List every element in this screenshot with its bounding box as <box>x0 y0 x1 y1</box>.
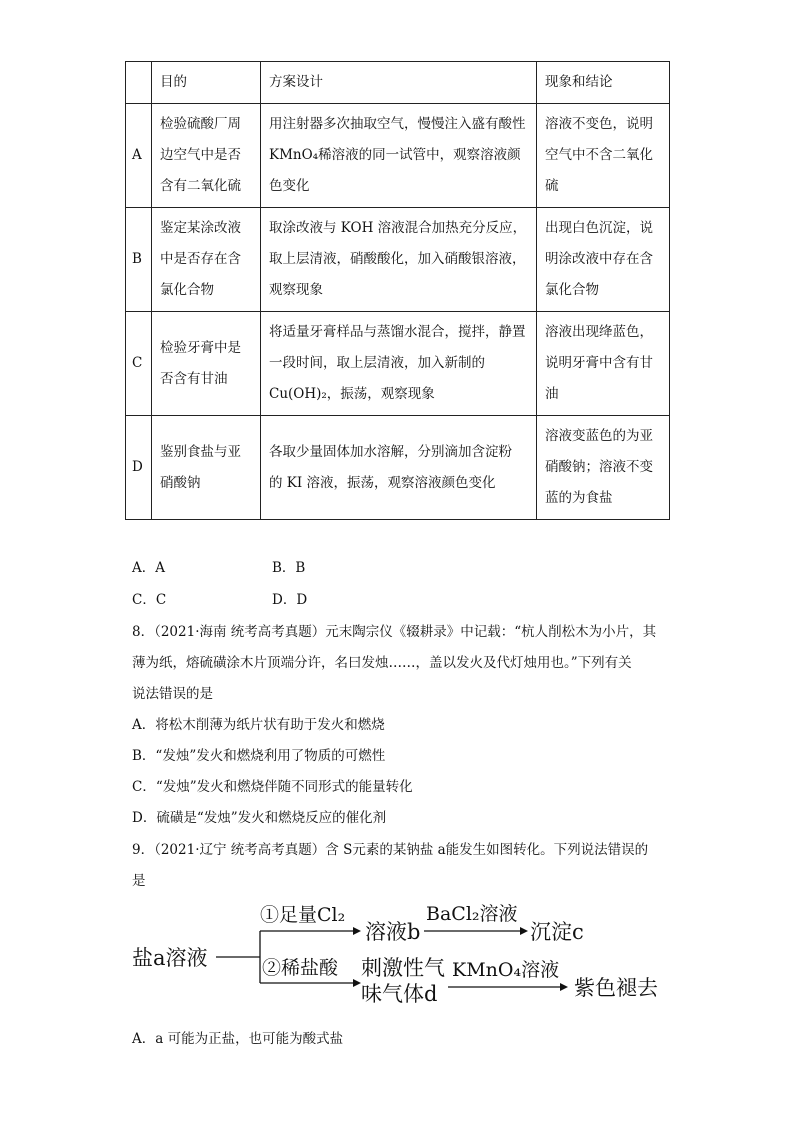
q8-option-d[interactable]: D．硫磺是“发烛”发火和燃烧反应的催化剂 <box>132 810 387 826</box>
purpose-cell <box>152 208 261 312</box>
arrow-head-icon <box>560 983 568 991</box>
purpose-cell <box>152 416 261 520</box>
cell-line: 油 <box>545 386 559 402</box>
q8-stem-line: 薄为纸，熔硫磺涂木片顶端分许，名曰发烛……，盖以发火及代灯烛用也。”下列有关 <box>132 655 632 671</box>
result-cell <box>537 416 670 520</box>
cell-line: 明涂改液中存在含 <box>545 251 653 267</box>
row-label: A <box>126 104 152 208</box>
cell-line: 溶液变蓝色的为亚 <box>545 428 653 444</box>
q8-option-c[interactable]: C．“发烛”发火和燃烧伴随不同形式的能量转化 <box>132 779 413 795</box>
upper-reagent: ①足量Cl₂ <box>260 904 346 926</box>
cell-line: 中是否存在含 <box>160 251 241 267</box>
q9-option-a[interactable]: A．a 可能为正盐，也可能为酸式盐 <box>132 1031 344 1047</box>
gas-line-1: 刺激性气 <box>361 956 445 980</box>
design-cell <box>261 104 537 208</box>
cell-line: 鉴定某涂改液 <box>160 220 241 236</box>
final-observation: 紫色褪去 <box>574 976 658 1000</box>
cell-line: 含有二氧化硫 <box>160 178 241 194</box>
header-result: 现象和结论 <box>537 62 670 104</box>
row-label: D <box>126 416 152 520</box>
cell-line: 检验硫酸厂周 <box>160 116 241 132</box>
cell-line: KMnO₄稀溶液的同一试管中，观察溶液颜 <box>269 147 521 163</box>
cell-line: 的 KI 溶液，振荡，观察溶液颜色变化 <box>269 474 496 491</box>
q7-option-c[interactable]: C．C <box>132 592 167 608</box>
cell-line: 否含有甘油 <box>160 370 228 387</box>
header-design: 方案设计 <box>261 62 537 104</box>
table-row <box>126 208 670 312</box>
q8-stem-line: 8．（2021·海南 统考高考真题）元末陶宗仪《辍耕录》中记载：“杭人削松木为小片，其 <box>132 624 657 640</box>
cell-line: 一段时间，取上层清液，加入新制的 <box>269 355 485 371</box>
gas-line-2: 味气体d <box>361 982 438 1006</box>
experiment-table <box>125 61 670 520</box>
design-cell <box>261 416 537 520</box>
cell-line: 硫 <box>545 178 559 194</box>
cell-line: 边空气中是否 <box>160 147 241 163</box>
q8-option-b[interactable]: B．“发烛”发火和燃烧利用了物质的可燃性 <box>132 748 386 764</box>
cell-line: 氯化合物 <box>160 282 214 298</box>
arrow-head-icon <box>520 927 528 935</box>
design-cell <box>261 312 537 416</box>
table-row <box>126 416 670 520</box>
cell-line: 观察现象 <box>269 282 323 298</box>
row-label: C <box>126 312 152 416</box>
cell-line: 鉴别食盐与亚 <box>160 443 241 460</box>
cell-line: 将适量牙膏样品与蒸馏水混合，搅拌，静置 <box>269 324 526 340</box>
q7-option-d[interactable]: D．D <box>272 592 308 608</box>
upper-product: 溶液b <box>365 920 421 944</box>
conversion-diagram <box>128 895 678 1020</box>
design-cell <box>261 208 537 312</box>
arrow-head-icon <box>353 927 361 935</box>
header-purpose: 目的 <box>152 62 261 104</box>
cell-line: 各取少量固体加水溶解，分别滴加含淀粉 <box>269 443 512 460</box>
lower-reagent: ②稀盐酸 <box>262 957 339 979</box>
kmno4-reagent: KMnO₄溶液 <box>452 959 560 981</box>
cell-line: 出现白色沉淀，说 <box>545 220 653 236</box>
cell-line: 检验牙膏中是 <box>160 339 241 356</box>
q7-option-b[interactable]: B．B <box>272 560 306 576</box>
cell-line: 色变化 <box>269 178 310 194</box>
cell-line: 取上层清液，硝酸酸化，加入硝酸银溶液， <box>269 251 526 267</box>
q9-stem-line: 9．（2021·辽宁 统考高考真题）含 S元素的某钠盐 a能发生如图转化。下列说法错误的 <box>132 842 649 858</box>
q9-stem-line: 是 <box>132 873 146 889</box>
purpose-cell <box>152 312 261 416</box>
q8-stem-line: 说法错误的是 <box>132 686 213 702</box>
q8-option-a[interactable]: A．将松木削薄为纸片状有助于发火和燃烧 <box>132 717 385 733</box>
cell-line: 取涂改液与 KOH 溶液混合加热充分反应， <box>269 220 527 236</box>
start-solution: 盐a溶液 <box>132 946 208 970</box>
arrow-head-icon <box>353 979 361 987</box>
table-header-row <box>126 62 670 104</box>
cell-line: 说明牙膏中含有甘 <box>545 355 653 371</box>
row-label: B <box>126 208 152 312</box>
purpose-cell <box>152 104 261 208</box>
cell-line: Cu(OH)₂，振荡，观察现象 <box>269 386 435 402</box>
cell-line: 硝酸钠 <box>160 474 201 491</box>
cell-line: 蓝的为食盐 <box>545 490 613 506</box>
cell-line: 空气中不含二氧化 <box>545 147 653 163</box>
cell-line: 溶液出现绛蓝色， <box>545 324 653 340</box>
result-cell <box>537 312 670 416</box>
cell-line: 用注射器多次抽取空气，慢慢注入盛有酸性 <box>269 116 526 132</box>
q7-option-a[interactable]: A．A <box>132 560 165 576</box>
cell-line: 硝酸钠；溶液不变 <box>545 459 653 475</box>
table-row <box>126 312 670 416</box>
header-label-cell <box>126 62 152 104</box>
precipitate: 沉淀c <box>530 920 584 944</box>
result-cell <box>537 208 670 312</box>
bacl2-reagent: BaCl₂溶液 <box>426 903 518 925</box>
table-row <box>126 104 670 208</box>
cell-line: 氯化合物 <box>545 282 599 298</box>
result-cell <box>537 104 670 208</box>
cell-line: 溶液不变色，说明 <box>545 116 653 132</box>
